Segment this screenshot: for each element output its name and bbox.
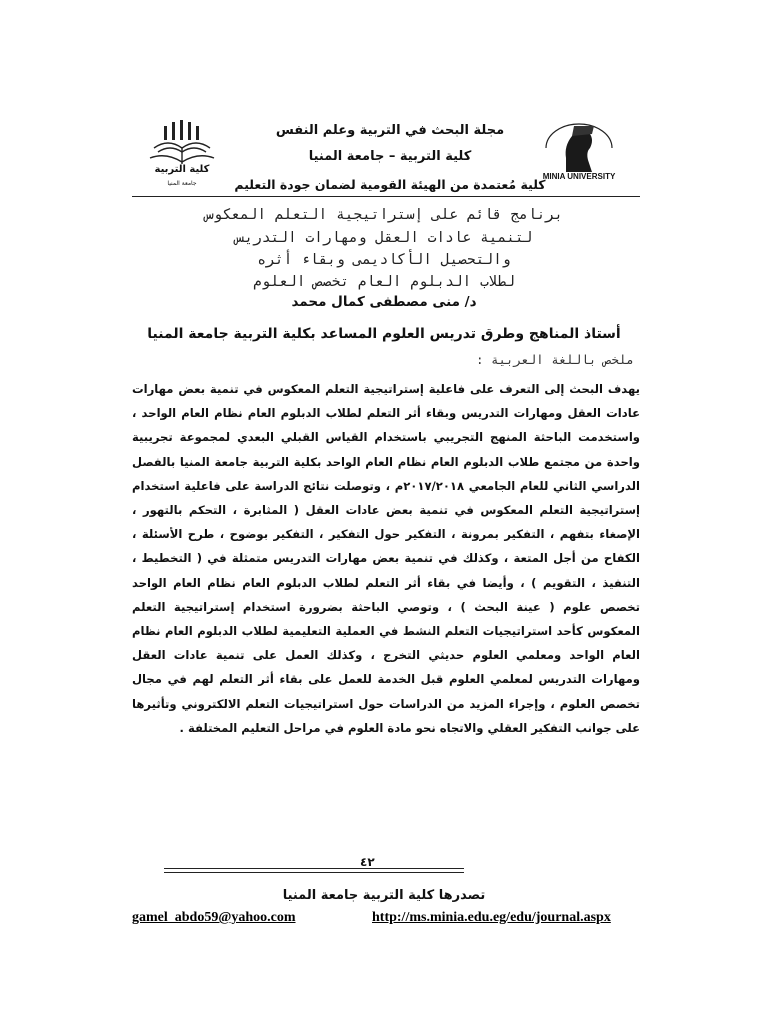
header-divider: [132, 196, 640, 197]
right-logo-text: MINIA UNIVERSITY: [542, 172, 616, 181]
faculty-name: كلية التربية – جامعة المنيا: [308, 149, 472, 164]
journal-name: مجلة البحث في التربية وعلم النفس: [275, 123, 505, 138]
faculty-logo: [140, 118, 224, 192]
publisher-line: تصدرها كلية التربية جامعة المنيا: [282, 888, 486, 903]
author-position: أستاذ المناهج وطرق تدريس العلوم المساعد بكلية التربية جامعة المنيا: [147, 326, 621, 342]
footer-divider: [164, 868, 464, 869]
abstract-paragraph: يهدف البحث إلى التعرف على فاعلية إستراتيجية التعلم المعكوس في تنمية بعض مهارات عادات العقل ومهارات التدريس وبقاء أثر التعلم لطلاب الدبلوم العام نظام العام الواحد ، واستخدمت الباحثة المنهج التجريبي باستخدام القياس القبلي البعدي لمجموعة تجريبية واحدة من مجتمع طلاب الدبلوم العام نظام العام الواحد بكلية التربية جامعة المنيا بالفصل الدراسي الثاني للعام الجامعي ٢٠١٧/٢٠١٨م ، وتوصلت نتائج الدراسة على فاعلية استخدام إستراتيجية التعلم المعكوس في تنمية بعض عادات العقل ( المثابرة ، التحكم بالتهور ، الإصغاء بتفهم ، التفكير بمرونة ، التفكير حول التفكير ، التفكير بوضوح ، طرح الأسئلة ، الكفاح من أجل المتعة ، وكذلك في تنمية بعض مهارات التدريس متمثلة في ( التخطيط ، التنفيذ ، التقويم ) ، وأيضا في بقاء أثر التعلم لطلاب الدبلوم العام نظام العام الواحد تخصص علوم ( عينة البحث ) ، وتوصي الباحثة بضرورة استخدام إستراتيجية التعلم المعكوس كأحد استراتيجيات التعلم النشط في العملية التعليمية لطلاب الدبلوم العام نظام العام الواحد ومعلمي العلوم حديثي التخرج ، وكذلك العمل على تنمية عادات العقل ومهارات التدريس لمعلمي العلوم قبل الخدمة للعمل على بقاء أثر التعلم لهم في مجال تخصص العلوم ، وإجراء المزيد من الدراسات حول استراتيجيات التعلم الالكتروني وتأثيرها على جوانب التفكير العقلي والاتجاه نحو مادة العلوم في مراحل التعليم المختلفة .: [132, 382, 640, 735]
footer-divider-double: [164, 872, 464, 873]
accreditation-line: كلية مُعتمدة من الهيئة القومية لضمان جودة التعليم: [234, 177, 546, 192]
email-link[interactable]: gamel_abdo59@yahoo.com: [132, 910, 296, 925]
abstract-body: [132, 377, 640, 740]
author-name: د/ منى مصطفى كمال محمد: [291, 294, 477, 310]
title-line-4: لطلاب الدبلوم العام تخصص العلوم: [253, 274, 515, 290]
page-number: ٤٢: [360, 855, 375, 869]
abstract-heading: ملخص باللغة العربية :: [475, 352, 634, 367]
journal-url-link[interactable]: http://ms.minia.edu.eg/edu/journal.aspx: [372, 910, 611, 925]
left-logo-text: كلية التربية: [154, 164, 210, 175]
nefertiti-emblem-icon: [536, 120, 622, 176]
title-line-2: لتنمية عادات العقل ومهارات التدريس: [235, 230, 533, 246]
university-logo: [536, 120, 622, 186]
left-logo-subtext: جامعة المنيا: [167, 180, 197, 187]
title-line-1: برنامج قائم على إستراتيجية التعلم المعكوس: [205, 207, 563, 223]
title-line-3: والتحصيل الأكاديمى وبقاء أثره: [257, 252, 511, 268]
